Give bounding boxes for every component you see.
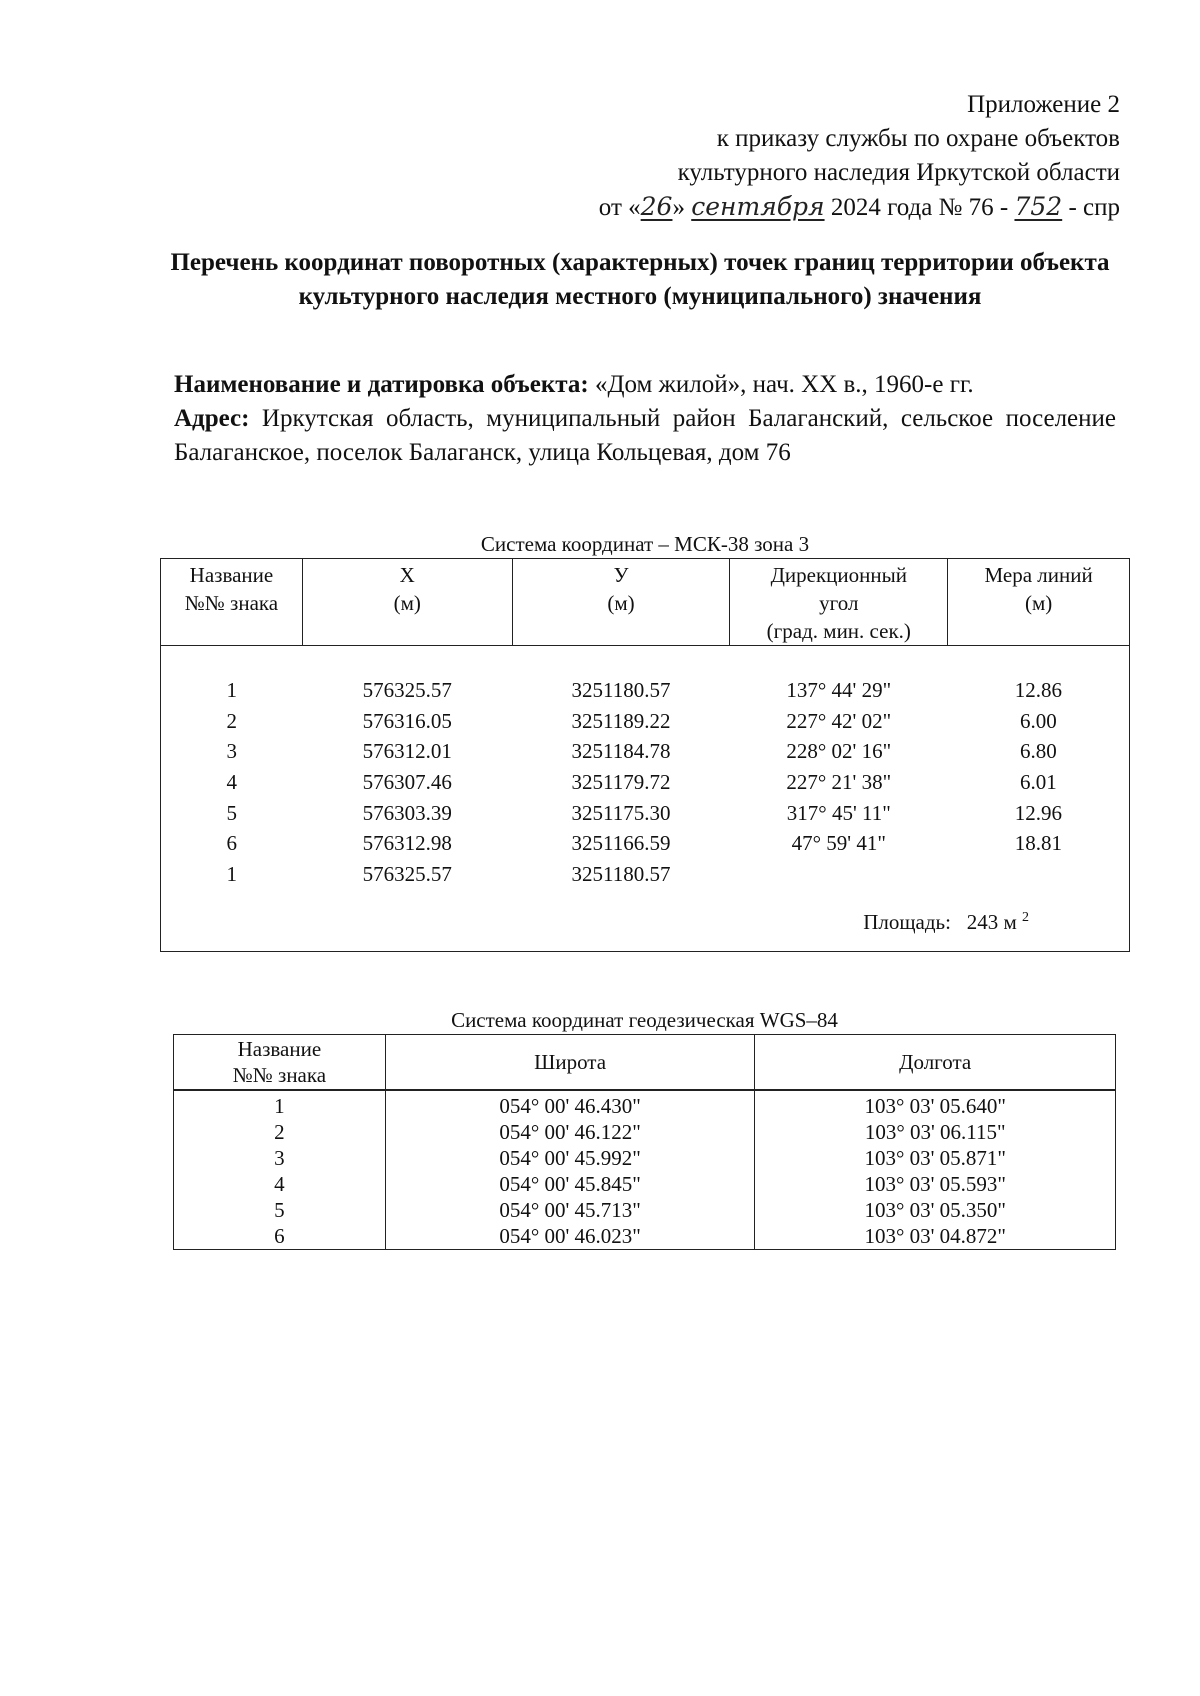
wgs-coordinates-table [173, 1034, 1116, 1250]
msk-cell-y: 3251180.57 [571, 862, 671, 887]
msk-table-row [161, 828, 1130, 859]
msk-table-row [161, 859, 1130, 890]
annex-title: Приложение 2 [967, 91, 1120, 118]
wgs-table-row [174, 1145, 1116, 1171]
msk-cell-number: 6 [226, 831, 237, 856]
wgs-cell-latitude: 054° 00' 46.122" [385, 1119, 755, 1145]
wgs-cell-longitude: 103° 03' 05.640" [755, 1090, 1116, 1119]
order-number-handwritten: 752 [1014, 192, 1063, 221]
wgs-header-longitude: Долгота [755, 1035, 1116, 1091]
order-prefix: от « [598, 194, 641, 221]
msk-header-x: X (м) [302, 559, 512, 646]
msk-cell-x: 576312.01 [362, 739, 452, 764]
wgs-cell-number: 2 [174, 1119, 386, 1145]
wgs-header-name: Название №№ знака [174, 1035, 386, 1091]
msk-area-cell [161, 889, 1130, 951]
annex-line-3: культурного наследия Иркутской области [677, 159, 1120, 186]
annex-header [599, 88, 1120, 225]
msk-cell-number: 3 [226, 739, 237, 764]
object-name-line [174, 368, 1116, 402]
object-address-line [174, 402, 1116, 470]
wgs-cell-latitude: 054° 00' 45.992" [385, 1145, 755, 1171]
wgs-header-latitude: Широта [385, 1035, 755, 1091]
wgs-cell-number: 6 [174, 1223, 386, 1250]
wgs-cell-latitude: 054° 00' 45.845" [385, 1171, 755, 1197]
wgs-cell-longitude: 103° 03' 06.115" [755, 1119, 1116, 1145]
msk-cell-number: 5 [226, 800, 237, 825]
msk-cell-length: 6.01 [1019, 770, 1057, 795]
msk-header-row [161, 559, 1130, 646]
object-description [174, 368, 1116, 470]
msk-cell-length: 6.00 [1019, 708, 1057, 733]
wgs-cell-number: 1 [174, 1090, 386, 1119]
msk-cell-y: 3251184.78 [571, 739, 671, 764]
msk-cell-length [948, 859, 1130, 890]
order-day-handwritten: 26 [640, 192, 673, 221]
msk-table-row [161, 736, 1130, 767]
msk-cell-x: 576307.46 [362, 770, 452, 795]
msk-cell-length: 12.96 [1014, 800, 1062, 825]
msk-cell-number: 1 [226, 862, 237, 887]
msk-table-row [161, 767, 1130, 798]
msk-cell-length: 12.86 [1014, 677, 1062, 702]
msk-cell-x: 576325.57 [362, 677, 452, 702]
msk-coordinates-table [160, 558, 1130, 952]
area-unit-exponent: 2 [1022, 910, 1029, 926]
wgs-cell-latitude: 054° 00' 46.023" [385, 1223, 755, 1250]
msk-cell-x: 576303.39 [362, 800, 452, 825]
msk-cell-y: 3251189.22 [571, 708, 671, 733]
wgs-cell-number: 4 [174, 1171, 386, 1197]
msk-cell-length: 6.80 [1019, 739, 1057, 764]
wgs-table-row [174, 1223, 1116, 1250]
object-address-label: Адрес: [174, 405, 250, 432]
wgs-cell-number: 3 [174, 1145, 386, 1171]
msk-table-row [161, 797, 1130, 828]
msk-cell-number: 4 [226, 770, 237, 795]
order-suffix: - спр [1062, 194, 1120, 221]
object-name-label: Наименование и датировка объекта: [174, 371, 589, 398]
msk-cell-angle: 317° 45' 11" [786, 800, 891, 825]
wgs-cell-number: 5 [174, 1197, 386, 1223]
msk-cell-y: 3251166.59 [571, 831, 671, 856]
msk-table-row [161, 675, 1130, 706]
msk-cell-y: 3251180.57 [571, 677, 671, 702]
msk-cell-number: 2 [226, 708, 237, 733]
msk-header-length: Мера линий (м) [948, 559, 1130, 646]
msk-cell-y: 3251179.72 [571, 770, 671, 795]
msk-header-angle: Дирекционный угол (град. мин. сек.) [730, 559, 948, 646]
msk-header-name: Название №№ знака [161, 559, 303, 646]
wgs-cell-longitude: 103° 03' 05.871" [755, 1145, 1116, 1171]
msk-cell-angle [730, 859, 948, 890]
order-line [599, 190, 1120, 225]
msk-cell-number: 1 [226, 677, 237, 702]
wgs-cell-longitude: 103° 03' 05.593" [755, 1171, 1116, 1197]
wgs-table-row [174, 1197, 1116, 1223]
object-address-value: Иркутская область, муниципальный район Балаганский, сельское поселение Балаганское, поселок Балаганск, улица Кольцевая, дом 76 [174, 405, 1116, 466]
msk-cell-x: 576312.98 [362, 831, 452, 856]
msk-cell-angle: 137° 44' 29" [786, 677, 892, 702]
msk-spacer-row [161, 646, 1130, 675]
area-value: 243 м [966, 910, 1017, 935]
area-label: Площадь: [863, 910, 951, 935]
wgs-table-row [174, 1090, 1116, 1119]
wgs-table-row [174, 1171, 1116, 1197]
wgs-header-row [174, 1035, 1116, 1091]
msk-cell-length: 18.81 [1014, 831, 1062, 856]
msk-cell-y: 3251175.30 [571, 800, 671, 825]
wgs-table-row [174, 1119, 1116, 1145]
msk-cell-x: 576325.57 [362, 862, 452, 887]
wgs-cell-latitude: 054° 00' 45.713" [385, 1197, 755, 1223]
annex-line-2: к приказу службы по охране объектов [716, 125, 1120, 152]
wgs-cell-longitude: 103° 03' 04.872" [755, 1223, 1116, 1250]
msk-cell-angle: 227° 21' 38" [786, 770, 892, 795]
wgs-cell-longitude: 103° 03' 05.350" [755, 1197, 1116, 1223]
msk-cell-x: 576316.05 [362, 708, 452, 733]
msk-cell-angle: 228° 02' 16" [786, 739, 892, 764]
wgs-cell-latitude: 054° 00' 46.430" [385, 1090, 755, 1119]
document-title: Перечень координат поворотных (характерных) точек границ территории объекта культурного наследия местного (муниципального) значения [170, 249, 1110, 310]
msk-area-row [161, 889, 1130, 951]
msk-cell-angle: 227° 42' 02" [786, 708, 892, 733]
order-month-handwritten: сентября [691, 192, 825, 221]
msk-table-caption: Система координат – МСК-38 зона 3 [480, 532, 810, 556]
object-name-value: «Дом жилой», нач. XX в., 1960-е гг. [588, 371, 974, 398]
wgs-table-caption: Система координат геодезическая WGS–84 [451, 1008, 838, 1032]
msk-header-y: У (м) [512, 559, 730, 646]
order-sep: » [672, 194, 692, 221]
order-year-number: 2024 года № 76 - [824, 194, 1015, 221]
msk-cell-angle: 47° 59' 41" [791, 831, 886, 856]
msk-table-row [161, 705, 1130, 736]
